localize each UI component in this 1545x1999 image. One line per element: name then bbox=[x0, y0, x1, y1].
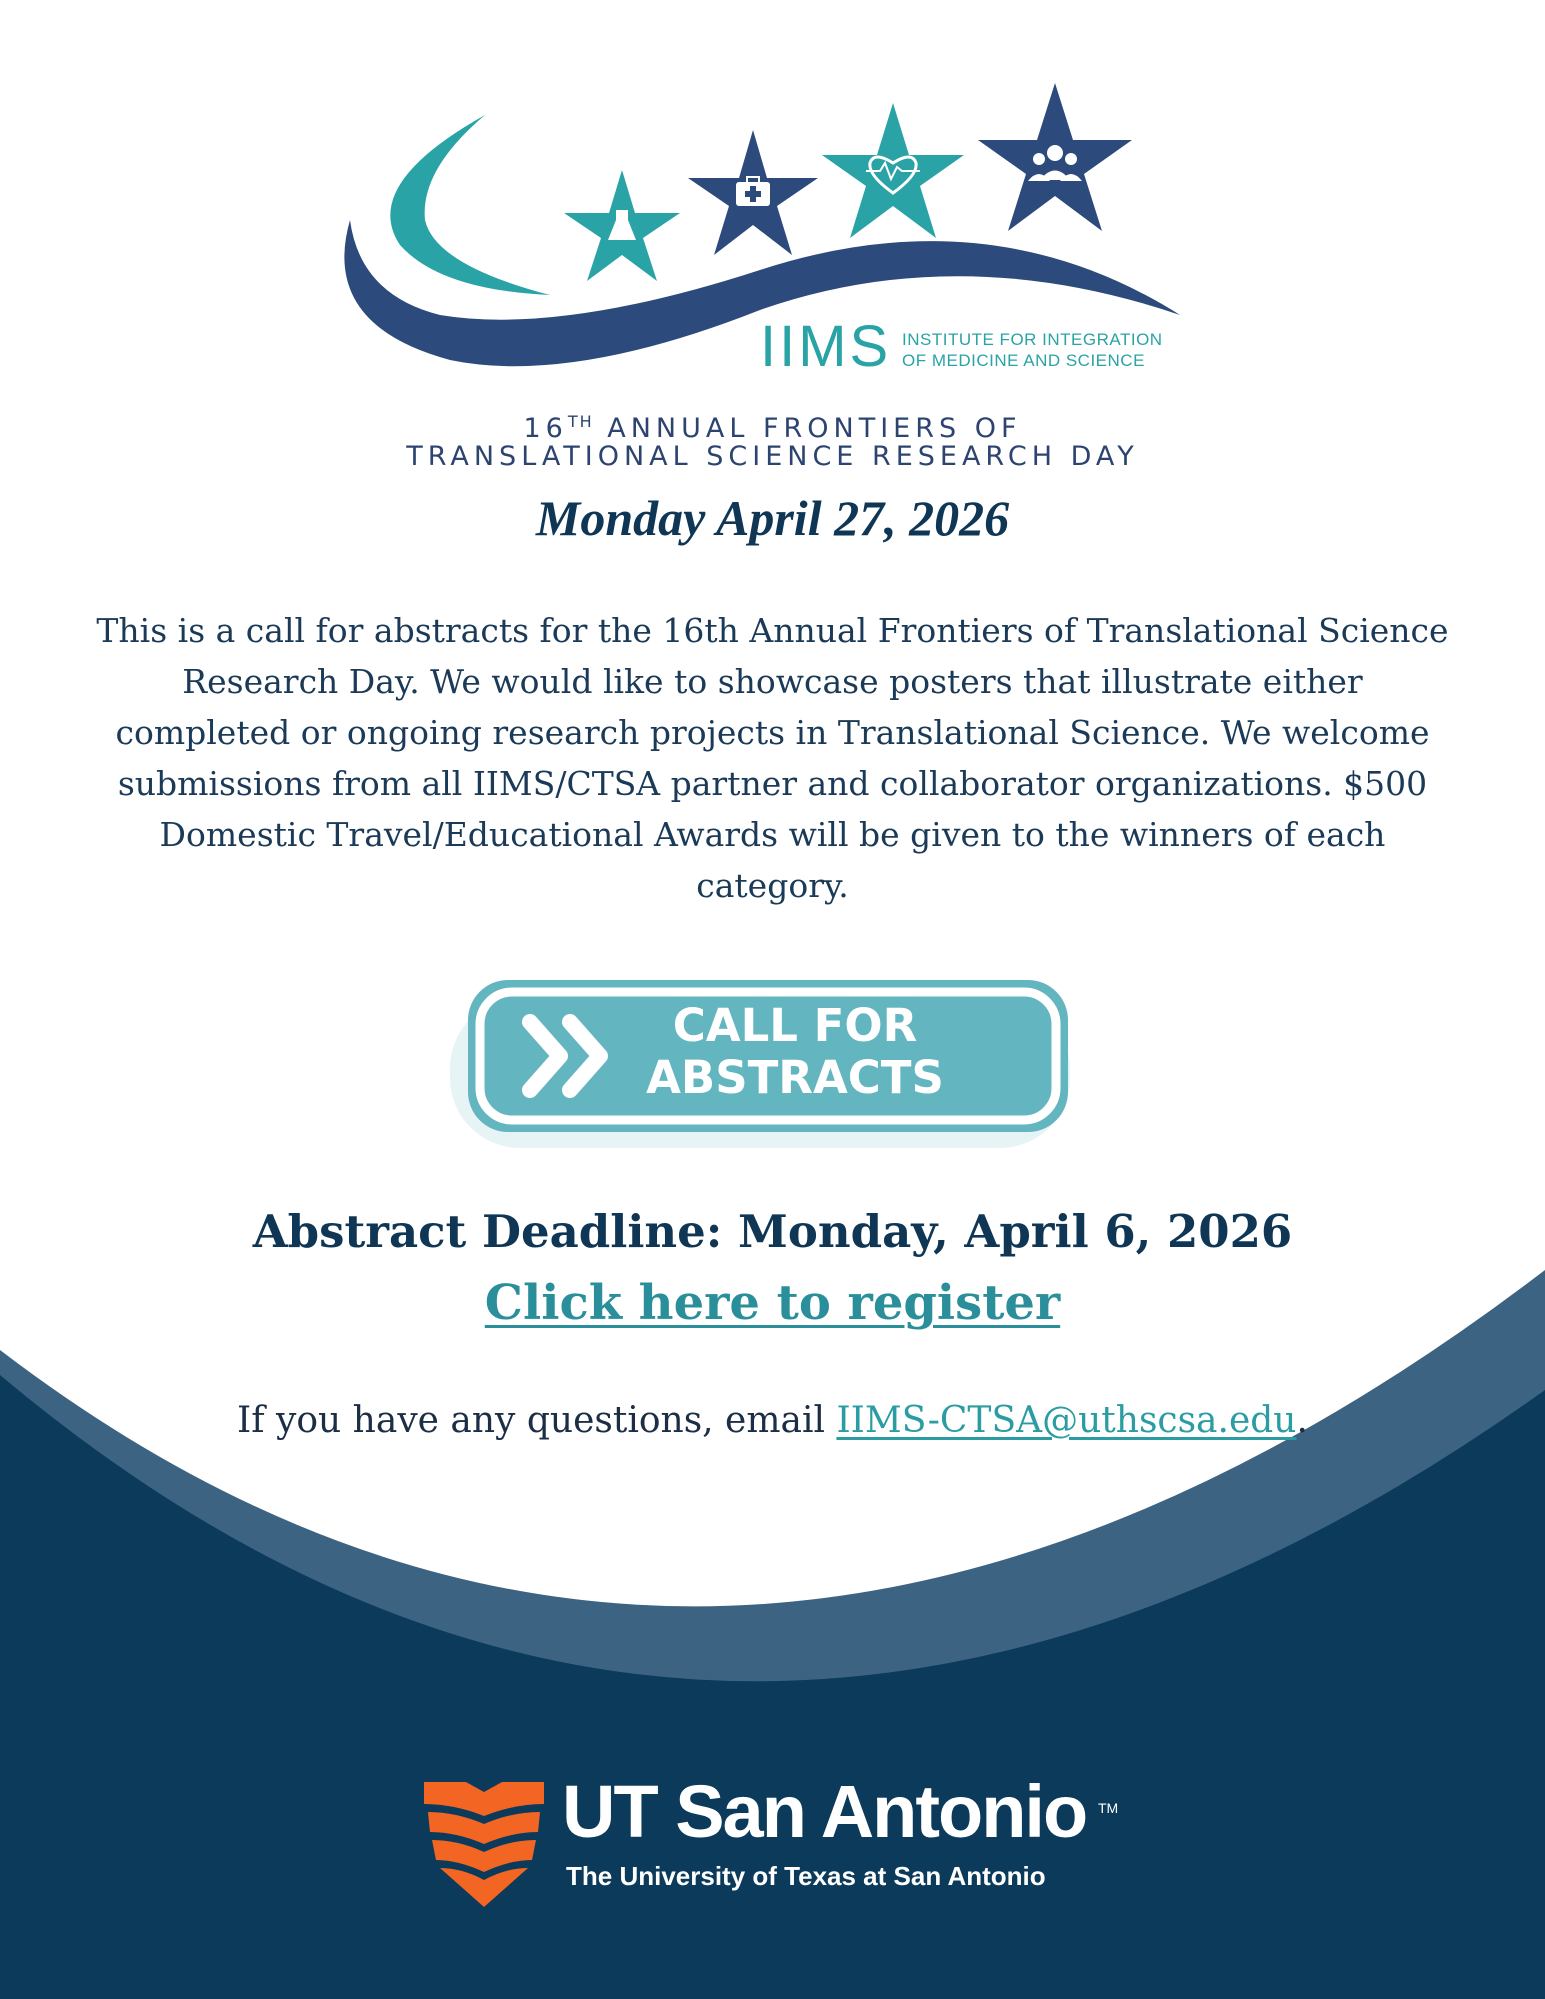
event-title-line1-rest: ANNUAL FRONTIERS OF bbox=[593, 413, 1022, 444]
cta-label-line1: CALL FOR bbox=[672, 999, 918, 1052]
medical-kit-star-icon bbox=[688, 130, 818, 255]
iims-acronym: IIMS bbox=[760, 314, 892, 379]
iims-full-name bbox=[902, 329, 1182, 371]
register-link[interactable]: Click here to register bbox=[484, 1275, 1061, 1331]
event-title-ordinal: 16 bbox=[523, 413, 568, 444]
crescent-shape bbox=[390, 115, 550, 295]
questions-prefix: If you have any questions, email bbox=[237, 1400, 837, 1441]
event-description: This is a call for abstracts for the 16th Annual Frontiers of Translational Science Research Day. We would like to showcase posters that illustrate either completed or ongoing research projects in Translational Science. We welcome submissions from all IIMS/CTSA partner and collaborator organizations. $500 Domestic Travel/Educational Awards will be given to the winners of each category. bbox=[96, 611, 1449, 905]
call-for-abstracts-label bbox=[640, 1000, 950, 1104]
flask-star-icon bbox=[564, 170, 680, 281]
register-link-container bbox=[0, 1272, 1545, 1334]
questions-line bbox=[0, 1396, 1545, 1446]
university-name: UT San Antonio bbox=[562, 1770, 1087, 1853]
contact-email-link[interactable]: IIMS-CTSA@uthscsa.edu bbox=[836, 1400, 1297, 1441]
event-title-line2: TRANSLATIONAL SCIENCE RESEARCH DAY bbox=[406, 441, 1139, 472]
university-subtitle: The University of Texas at San Antonio bbox=[566, 1861, 1046, 1891]
abstract-deadline: Abstract Deadline: Monday, April 6, 2026 bbox=[252, 1205, 1293, 1258]
people-star-icon bbox=[978, 83, 1132, 231]
iims-full-name-line1: INSTITUTE FOR INTEGRATION bbox=[902, 330, 1163, 349]
heart-star-icon bbox=[822, 103, 964, 238]
ut-san-antonio-shield-icon bbox=[424, 1782, 544, 1907]
call-for-abstracts-button[interactable] bbox=[450, 980, 1080, 1150]
event-date: Monday April 27, 2026 bbox=[535, 490, 1010, 546]
trademark-mark: TM bbox=[1098, 1800, 1119, 1816]
questions-suffix: . bbox=[1296, 1400, 1308, 1441]
iims-full-name-line2: OF MEDICINE AND SCIENCE bbox=[902, 351, 1145, 370]
cta-label-line2: ABSTRACTS bbox=[646, 1051, 944, 1104]
event-title-ordinal-suffix: TH bbox=[567, 412, 594, 431]
